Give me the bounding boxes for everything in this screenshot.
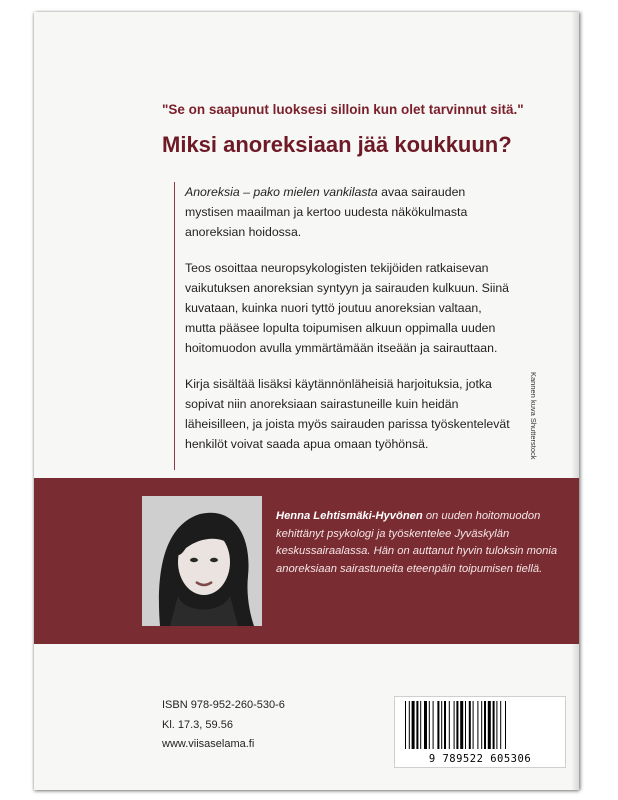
barcode-bars	[395, 697, 565, 753]
cover-headline: Miksi anoreksiaan jää koukkuun?	[162, 132, 512, 157]
blurb-text	[174, 182, 515, 470]
blurb-paragraph-1	[185, 182, 515, 242]
author-bio-text: on uuden hoitomuodon kehittänyt psykologi ja työskentelee Jyväskylän keskussairaalassa. Hän on auttanut hyvin tuloksin monia anoreksiaan sairastuneita eteenpäin toipumisen tiellä.	[276, 510, 558, 575]
book-back-cover	[34, 12, 579, 790]
barcode-number: 9 789522 605306	[428, 753, 532, 765]
classification-line: Kl. 17.3, 59.56	[162, 718, 233, 731]
publication-info	[162, 696, 362, 755]
blurb-paragraph-1-rest: avaa sairauden mystisen maailman ja kertoo uudesta näkökulmasta anoreksian hoidossa.	[185, 185, 468, 239]
author-photo-image	[142, 496, 262, 626]
cover-image-credit: Kannen kuva Shutterstock	[529, 372, 538, 460]
isbn-barcode	[394, 696, 566, 768]
author-portrait	[142, 496, 262, 626]
book-title-inline: Anoreksia – pako mielen vankilasta	[185, 185, 378, 199]
isbn-line: ISBN 978-952-260-530-6	[162, 699, 285, 711]
spine-shadow	[571, 12, 579, 790]
blurb-paragraph-3: Kirja sisältää lisäksi käytännönläheisiä harjoituksia, jotka sopivat niin anoreksiaan sairastuneille kuin heidän läheisilleen, ja joista myös sairauden parissa työskentelevät henkilöt voivat saada apua omaan työhönsä.	[185, 377, 510, 451]
pull-quote: "Se on saapunut luoksesi silloin kun olet tarvinnut sitä."	[162, 102, 524, 117]
author-bio	[276, 508, 576, 578]
blurb-paragraph-2: Teos osoittaa neuropsykologisten tekijöiden ratkaisevan vaikutuksen anoreksian syntyyn ja sairauden kulkuun. Siinä kuvataan, kuinka nuori tyttö joutuu anoreksian valtaan, mutta pääsee lopulta toipumisen alkuun oppimalla uuden hoitomuodon avulla ymmärtämään itseään ja sairauttaan.	[185, 261, 510, 355]
publisher-website: www.viisaselama.fi	[162, 738, 255, 750]
author-name: Henna Lehtismäki-Hyvönen	[276, 510, 423, 522]
